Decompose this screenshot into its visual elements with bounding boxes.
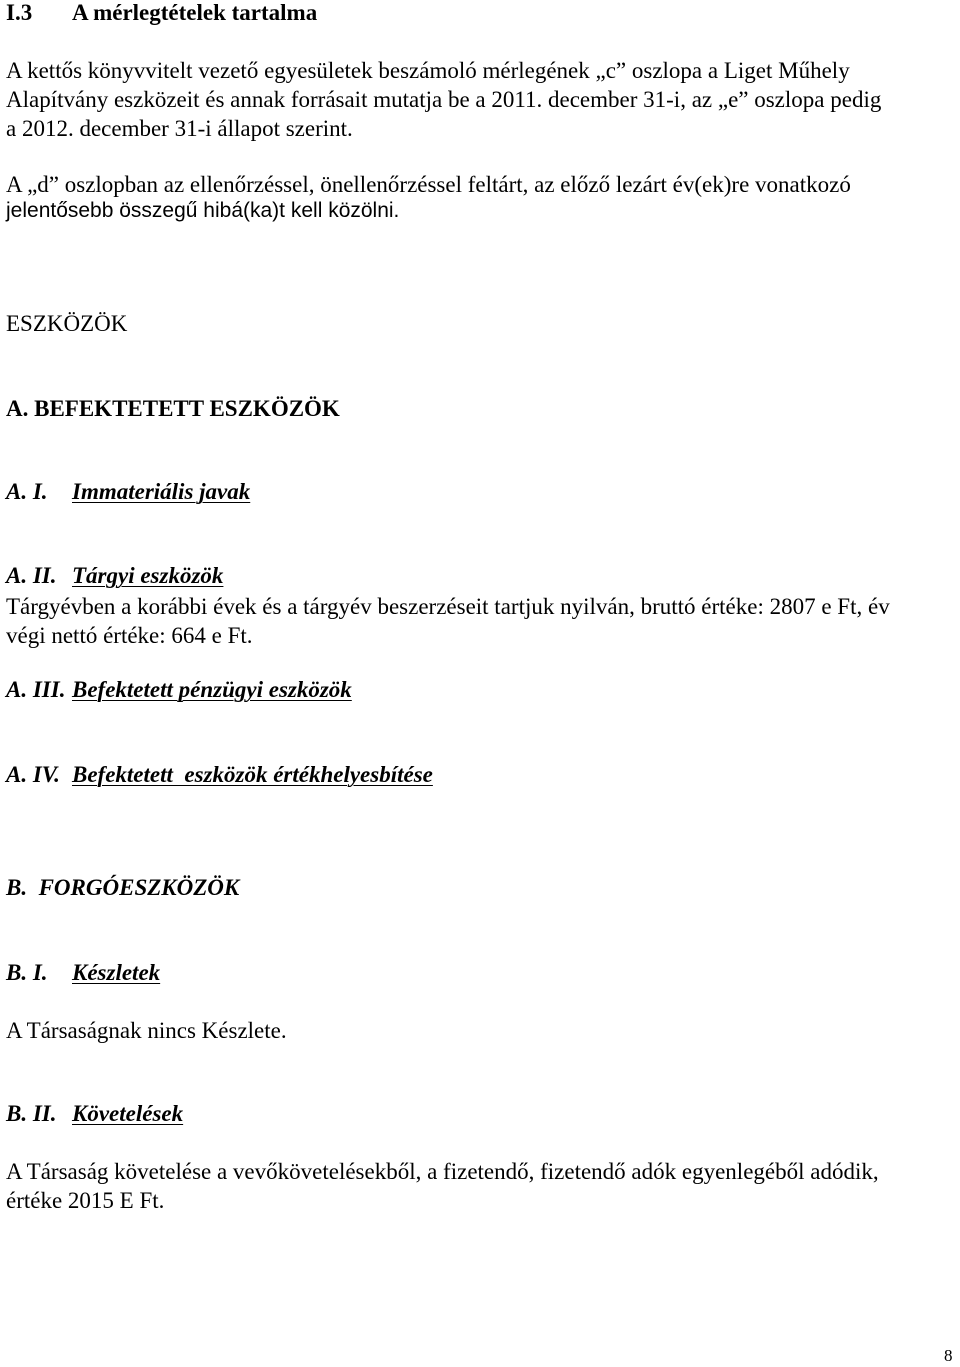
a4-title: Befektetett eszközök értékhelyesbítése xyxy=(72,762,433,787)
a-befektetett-heading: A. BEFEKTETETT ESZKÖZÖK xyxy=(6,396,340,421)
a2-prefix: A. II. xyxy=(6,563,57,588)
a4-prefix: A. IV. xyxy=(6,762,60,787)
b2-prefix: B. II. xyxy=(6,1101,57,1126)
a1-prefix: A. I. xyxy=(6,479,48,504)
b1-title: Készletek xyxy=(72,960,161,985)
intro-para1-line1: A kettős könyvvitelt vezető egyesületek beszámoló mérlegének „c” oszlopa a Liget Műhely xyxy=(6,58,850,83)
eszkozok-heading: ESZKÖZÖK xyxy=(6,311,128,336)
b1-text: A Társaságnak nincs Készlete. xyxy=(6,1018,287,1043)
a3-prefix: A. III. xyxy=(6,677,66,702)
a2-text-line1: Tárgyévben a korábbi évek és a tárgyév beszerzéseit tartjuk nyilván, bruttó értéke: 2807 e Ft, év xyxy=(6,594,890,619)
intro-para1-line2: Alapítvány eszközeit és annak forrásait mutatja be a 2011. december 31-i, az „e” oszlopa pedig xyxy=(6,87,882,112)
intro-para2-line1: A „d” oszlopban az ellenőrzéssel, önellenőrzéssel feltárt, az előző lezárt év(ek)re vonatkozó xyxy=(6,172,851,197)
intro-para2-line2: jelentősebb összegű hibá(ka)t kell közölni. xyxy=(6,199,400,222)
b2-text-line2: értéke 2015 E Ft. xyxy=(6,1188,165,1213)
b2-text-line1: A Társaság követelése a vevőkövetelésekből, a fizetendő, fizetendő adók egyenlegéből adódik, xyxy=(6,1159,879,1184)
section-title: A mérlegtételek tartalma xyxy=(72,0,318,25)
section-number: I.3 xyxy=(6,0,33,25)
a3-title: Befektetett pénzügyi eszközök xyxy=(72,677,352,702)
a1-title: Immateriális javak xyxy=(72,479,251,504)
page-number: 8 xyxy=(944,1346,953,1365)
b2-title: Követelések xyxy=(72,1101,184,1126)
a2-title: Tárgyi eszközök xyxy=(72,563,224,588)
a2-text-line2: végi nettó értéke: 664 e Ft. xyxy=(6,623,253,648)
intro-para1-line3: a 2012. december 31-i állapot szerint. xyxy=(6,116,353,141)
b-forgoeszkozok-heading: B. FORGÓESZKÖZÖK xyxy=(6,875,240,900)
b1-prefix: B. I. xyxy=(6,960,48,985)
